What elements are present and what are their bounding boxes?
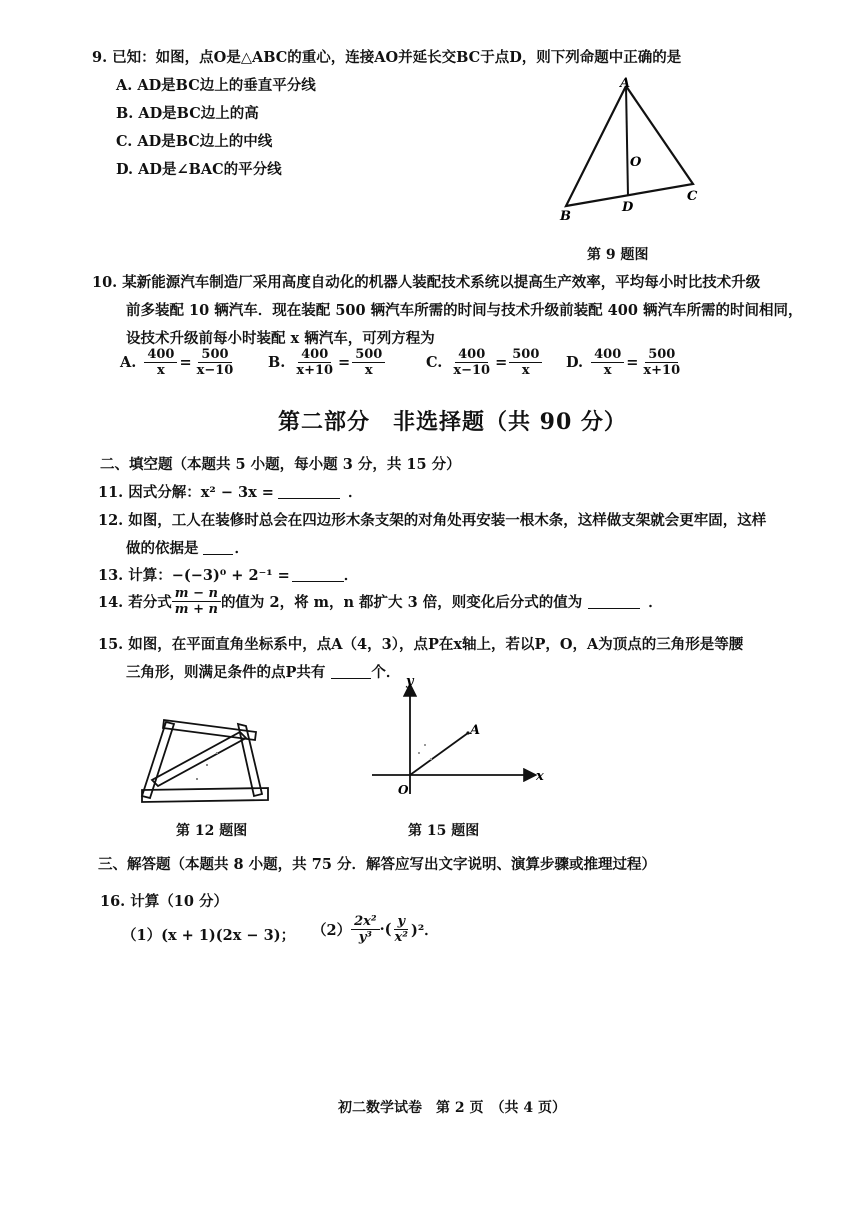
q11-end: ．	[347, 484, 363, 501]
denominator: x	[603, 363, 612, 378]
q14-fraction	[172, 586, 221, 617]
q16-fraction-2	[392, 914, 411, 945]
label-c: C	[687, 189, 698, 204]
label-a: A	[620, 76, 631, 91]
q9-option-b: B. AD是BC边上的高	[116, 105, 259, 122]
q12-end: ．	[234, 540, 249, 557]
numerator: y	[394, 914, 408, 930]
q14-pre: 14. 若分式	[98, 594, 172, 611]
numerator: 400	[298, 347, 331, 363]
denominator: x	[157, 363, 165, 378]
q10-line2: 前多装配 10 辆汽车．现在装配 500 辆汽车所需的时间与技术升级前装配 400 辆汽车所需的时间相同，	[126, 302, 803, 319]
q13	[98, 564, 358, 585]
q16-part1: （1）(x + 1)(2x − 3)；	[122, 927, 296, 944]
label-o: O	[630, 155, 642, 170]
fraction	[591, 347, 624, 378]
q16-part2-label: （2）	[312, 922, 352, 939]
label-b: B	[560, 209, 571, 224]
denominator: m + n	[174, 602, 218, 617]
q12-caption: 第 12 题图	[176, 823, 248, 839]
q9-triangle-figure	[548, 72, 718, 232]
q16-fraction-1	[351, 914, 380, 945]
q13-end: ．	[343, 567, 359, 584]
q10-a-label: A.	[120, 354, 137, 371]
q13-answer-blank	[292, 567, 344, 582]
fraction	[640, 347, 683, 378]
numerator: 500	[352, 347, 385, 363]
q14-answer-blank	[588, 594, 640, 609]
denominator: x−10	[196, 363, 234, 378]
q11	[98, 481, 362, 502]
denominator: y³	[358, 930, 372, 945]
q9-stem: 9. 已知：如图，点O是△ABC的重心，连接AO并延长交BC于点D，则下列命题中正确的是	[92, 49, 682, 66]
q9-option-a: A. AD是BC边上的垂直平分线	[116, 77, 316, 94]
denominator: x	[521, 363, 530, 378]
q12-line2	[126, 537, 249, 558]
q15-line1: 15. 如图，在平面直角坐标系中，点A（4，3），点P在x轴上，若以P，O，A为顶点的三角形是等腰	[98, 636, 744, 653]
denominator: x+10	[643, 363, 681, 378]
numerator: 500	[198, 347, 231, 363]
numerator: 500	[509, 347, 542, 363]
part2-title: 第二部分 非选择题（共 90 分）	[278, 409, 627, 435]
q10-line1: 10. 某新能源汽车制造厂采用高度自动化的机器人装配技术系统以提高生产效率，平均每小时比技术升级	[92, 274, 761, 291]
q10-option-c	[426, 347, 542, 378]
label-d: D	[622, 200, 634, 215]
numerator: 400	[455, 347, 488, 363]
q16-close: )²．	[410, 922, 439, 939]
q11-text: 11. 因式分解：x² − 3x =	[98, 484, 274, 501]
y-axis-label: y	[406, 674, 414, 689]
q9-option-c: C. AD是BC边上的中线	[116, 133, 273, 150]
denominator: x−10	[453, 363, 491, 378]
q15-coordinate-figure	[364, 672, 554, 802]
q14-end: ．	[648, 594, 663, 611]
numerator: 400	[144, 347, 177, 363]
fraction	[194, 347, 237, 378]
q14-post: 的值为 2，将 m，n 都扩大 3 倍，则变化后分式的值为	[220, 594, 583, 611]
equals-sign: =	[179, 354, 192, 371]
point-a-label: A	[470, 723, 481, 738]
q15-caption: 第 15 题图	[408, 823, 480, 839]
fraction	[293, 347, 336, 378]
q16-part2	[312, 914, 439, 945]
equals-sign: =	[338, 354, 351, 371]
q12-frame-figure	[136, 712, 276, 812]
equals-sign: =	[626, 354, 639, 371]
fraction	[509, 347, 542, 378]
q10-d-label: D.	[566, 354, 584, 371]
q12-answer-blank	[203, 540, 233, 555]
q10-b-label: B.	[268, 354, 286, 371]
x-axis-label: x	[536, 769, 544, 784]
fraction	[450, 347, 493, 378]
origin-label: O	[398, 783, 409, 797]
numerator: 2x²	[351, 914, 380, 930]
section-fill-in-title: 二、填空题（本题共 5 小题，每小题 3 分，共 15 分）	[100, 456, 461, 473]
q16-title: 16. 计算（10 分）	[100, 893, 229, 910]
q15-line2	[126, 661, 400, 682]
q11-answer-blank	[278, 484, 340, 499]
q14	[98, 586, 663, 617]
q15-end: 个．	[371, 664, 401, 681]
q10-option-d	[566, 347, 683, 378]
q10-line3: 设技术升级前每小时装配 x 辆汽车，可列方程为	[126, 330, 435, 347]
section-solve-title: 三、解答题（本题共 8 小题，共 75 分．解答应写出文字说明、演算步骤或推理过程）	[98, 856, 656, 873]
page-footer: 初二数学试卷 第 2 页 （共 4 页）	[338, 1100, 566, 1116]
numerator: 500	[645, 347, 678, 363]
numerator: 400	[591, 347, 624, 363]
q15-text: 三角形，则满足条件的点P共有	[126, 664, 326, 681]
q9-option-d: D. AD是∠BAC的平分线	[116, 161, 282, 178]
denominator: x+10	[296, 363, 334, 378]
q10-option-b	[268, 347, 385, 378]
denominator: x	[364, 363, 373, 378]
numerator: m − n	[172, 586, 221, 602]
q10-option-a	[120, 347, 236, 378]
q9-caption: 第 9 题图	[587, 247, 649, 263]
fraction	[144, 347, 177, 378]
q13-text: 13. 计算：−(−3)⁰ + 2⁻¹ =	[98, 567, 290, 584]
q10-c-label: C.	[426, 354, 443, 371]
q16-dot: ·(	[379, 921, 392, 938]
fraction	[352, 347, 385, 378]
equals-sign: =	[495, 354, 508, 371]
q12-line1: 12. 如图，工人在装修时总会在四边形木条支架的对角处再安装一根木条，这样做支架就会更牢固，这样	[98, 512, 767, 529]
q12-text: 做的依据是	[126, 540, 199, 557]
denominator: x²	[394, 930, 408, 945]
